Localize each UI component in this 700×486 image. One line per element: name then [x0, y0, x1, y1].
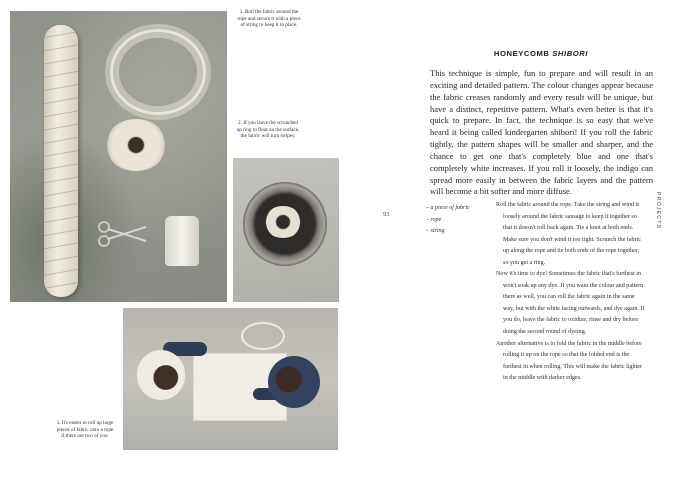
scissors-icon — [96, 219, 148, 249]
materials-list — [426, 203, 492, 238]
instructions — [496, 200, 646, 385]
caption-step-2: 2. If you leave the scrunched up ring to float on the surface, the fabric will turn stripey. — [236, 120, 300, 140]
caption-step-1: 1. Roll the fabric around the rope and secure it with a piece of string to keep it in place. — [237, 9, 301, 29]
instruction-paragraph: Now it's time to dye! Sometimes the fabric that's furthest in won't soak up any dye. If you want the colour and pattern there as well, you can roll the fabric again in the same way, but with the white facing outwards, and dye again. If you do, leave the fabric to oxidize, rinse and dry before doing the second round of dyeing. — [496, 271, 645, 336]
string-spool — [165, 216, 199, 266]
section-heading — [430, 49, 652, 58]
caption-step-3: 3. It's easier to roll up large pieces of fabric onto a rope if there are two of you. — [56, 420, 114, 440]
page-number: 93 — [383, 211, 390, 218]
rope-coil — [241, 322, 285, 350]
rolled-fabric — [44, 25, 78, 297]
intro-paragraph: This technique is simple, fun to prepare and will result in an exciting and detailed pattern. The colour changes appear because the fabric creases randomly and every result will be unique, but have a distinct, repetitive pattern. What's even better is that it's quick to prepare. In fact, the technique is so easy that we've heard it being called kindergarten shibori! If you roll the fabric tightly, the pattern shapes will be smaller and sharper, and the chance to get one that's completely blue and one that's completely white increases. If you roll it loosely, the indigo can spread more easily in between the fabric layers and the pattern will become a bit softer and more diffuse. — [430, 68, 653, 197]
person-right — [268, 356, 320, 408]
heading-emphasis: SHIBORI — [552, 49, 589, 58]
floating-fabric-ring — [263, 206, 303, 238]
section-tab: PROJECTS — [655, 192, 661, 230]
materials-item: – a piece of fabric — [426, 205, 470, 211]
person-left — [137, 350, 185, 400]
materials-item: – string — [426, 228, 445, 235]
scrunched-fabric-ring — [105, 119, 167, 171]
rope-coil — [110, 29, 206, 115]
instruction-paragraph: Roll the fabric around the rope. Take the string and wind it loosely around the fabric sausage to keep it together so that it doesn't roll back again. Tie a knot at both ends. Make sure you don't wind it too tight. Scrunch the fabric up along the rope and tie both ends of the rope together, so you get a ring. — [496, 202, 642, 266]
dye-pot-photo — [233, 158, 339, 302]
heading-text: HONEYCOMB — [493, 49, 553, 58]
two-people-rolling-photo — [123, 308, 338, 450]
materials-item: – rope — [426, 216, 442, 223]
rope-fabric-photo — [10, 11, 227, 302]
instruction-paragraph: Another alternative is to fold the fabric in the middle before rolling it up on the rope so that the folded end is the furthest in when rolling. This will make the fabric lighter in the middle with darker edges. — [496, 340, 642, 382]
